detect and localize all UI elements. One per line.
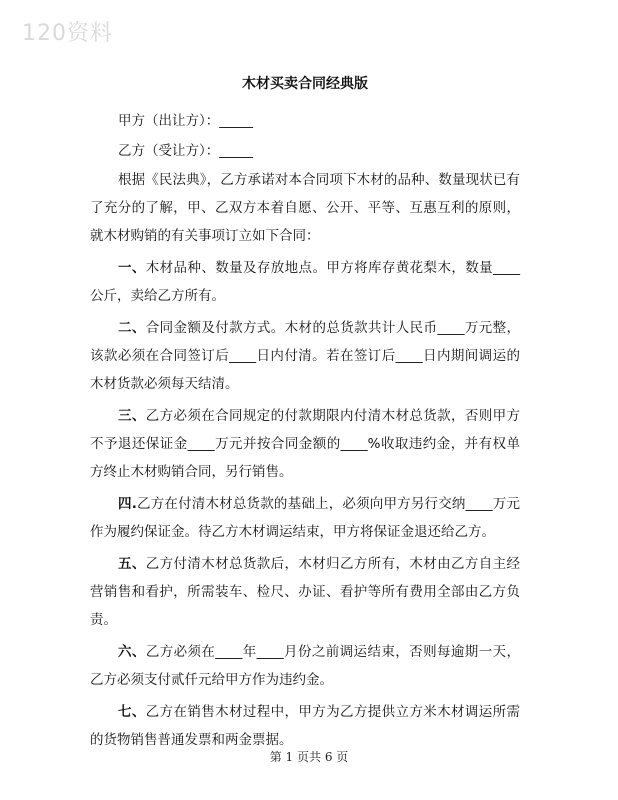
clause-3-text: 乙方必须在合同规定的付款期限内付清木材总货款，否则甲方不予退还保证金____万元并按合同金额的____%收取违约金，并有权单方终止木材购销合同，另行销售。 [90,408,520,480]
clause-6 [90,638,520,694]
clause-2-text: 合同金额及付款方式。木材的总货款共计人民币____万元整，该款必须在合同签订后____日内付清。若在签订后____日内期间调运的木材货款必须每天结清。 [90,320,521,392]
clause-5-text: 乙方付清木材总货款后，木材归乙方所有，木材由乙方自主经营销售和看护，所需装车、检尺、办证、看护等所有费用全部由乙方负责。 [90,556,520,628]
clause-2-heading: 二、 [118,320,146,336]
clause-5-heading: 五、 [118,556,146,572]
clause-4 [90,490,520,546]
clause-1-heading: 一、 [118,260,146,276]
clause-4-text: 乙方在付清木材总货款的基础上，必须向甲方另行交纳____万元作为履约保证金。待乙方木材调运结束，甲方将保证金退还给乙方。 [90,496,520,540]
page-footer: 第 1 页共 6 页 [269,750,349,764]
watermark-logo: 120资料 [22,21,113,46]
document-title: 木材买卖合同经典版 [242,76,368,92]
clause-4-heading: 四. [118,496,137,512]
clause-1-text: 木材品种、数量及存放地点。甲方将库存黄花梨木，数量____公斤，卖给乙方所有。 [90,260,521,304]
clause-3-heading: 三、 [118,408,146,424]
clause-7-text: 乙方在销售木材过程中，甲方为乙方提供立方米木材调运所需的货物销售普通发票和两金票据。 [90,704,520,748]
party-a-line: 甲方（出让方）：_____ [118,113,253,129]
clause-2 [90,314,520,398]
party-b-line: 乙方（受让方）：_____ [118,143,253,159]
clause-7 [90,698,520,754]
document-page [90,74,520,758]
clause-3 [90,402,520,486]
clause-6-text: 乙方必须在____年____月份之前调运结束，否则每逾期一天，乙方必须支付贰仟元给甲方作为违约金。 [90,644,521,688]
clause-5 [90,550,520,634]
clause-1 [90,254,520,310]
clause-7-heading: 七、 [118,704,146,720]
intro-paragraph: 根据《民法典》，乙方承诺对本合同项下木材的品种、数量现状已有了充分的了解，甲、乙双方本着自愿、公开、平等、互惠互利的原则，就木材购销的有关事项订立如下合同： [90,172,520,244]
clause-6-heading: 六、 [118,644,146,660]
